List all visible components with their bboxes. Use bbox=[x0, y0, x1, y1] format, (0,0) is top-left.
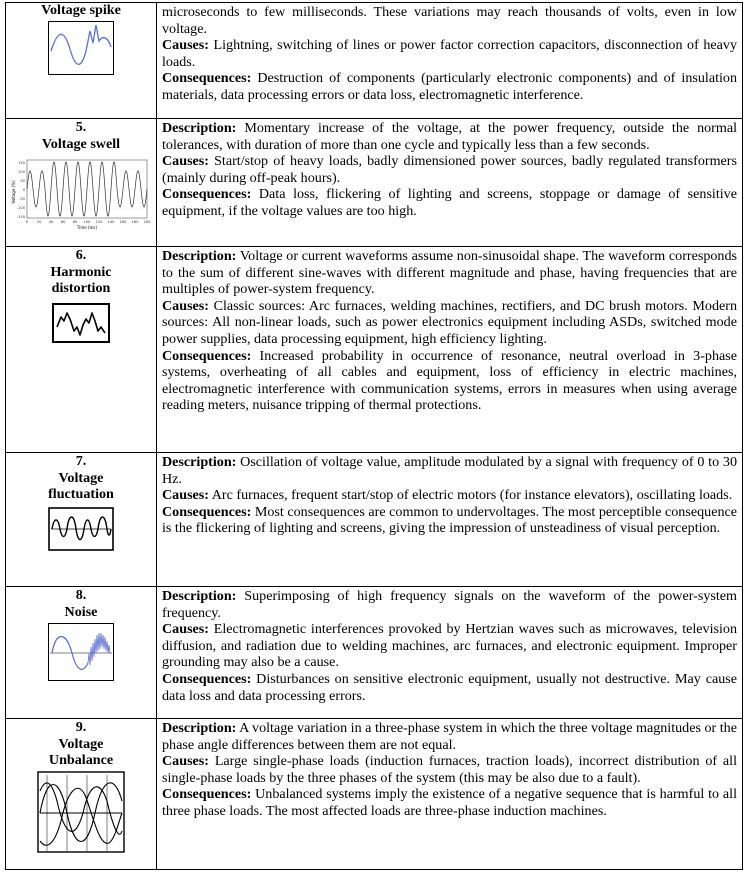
row-content-cell bbox=[157, 587, 743, 719]
table-row bbox=[6, 719, 743, 870]
causes-text: Arc furnaces, frequent start/stop of electric motors (for instance elevators), oscillating loads. bbox=[211, 487, 733, 504]
swell-xtick: 180 bbox=[131, 220, 139, 225]
causes-text: Lightning, switching of lines or power factor correction capacitors, disconnection of heavy loads. bbox=[162, 37, 737, 70]
causes-text: Large single-phase loads (induction furnaces, traction loads), incorrect distribution of all single-phase loads by the three phases of the system (this may be also due to a fault). bbox=[162, 753, 737, 786]
swell-ylabel: Voltage (%) bbox=[11, 180, 16, 204]
row-content-cell bbox=[157, 3, 743, 119]
consequences-text: Destruction of components (particularly electronic components) and of insulation materials, data processing errors or data loss, electromagnetic interference. bbox=[162, 70, 738, 103]
three-phase-unbalance-waveform-icon bbox=[37, 771, 125, 853]
row-header-cell bbox=[6, 587, 157, 719]
causes-text: Electromagnetic interferences provoked by Hertzian waves such as microwaves, television diffusion, and radiation due to welding machines, arc furnaces, and electronic equipment. Improper grounding may also be a cause. bbox=[162, 621, 737, 671]
swell-xtick: 60 bbox=[60, 220, 66, 225]
causes-text: Start/stop of heavy loads, badly dimensioned power sources, badly regulated transformers (mainly during off-peak hours). bbox=[162, 153, 737, 186]
causes-label: Causes: bbox=[162, 153, 209, 170]
row-title: Noise bbox=[64, 603, 98, 620]
description-label: Description: bbox=[162, 454, 237, 470]
row-title-line: fluctuation bbox=[48, 486, 114, 503]
table-row bbox=[6, 119, 743, 247]
description-label: Description: bbox=[162, 720, 237, 736]
causes-label: Causes: bbox=[162, 487, 209, 504]
row-header-cell bbox=[6, 719, 157, 870]
swell-xtick: 20 bbox=[36, 220, 42, 225]
causes-label: Causes: bbox=[162, 37, 209, 54]
consequences-label: Consequences: bbox=[162, 786, 252, 803]
swell-xtick: 200 bbox=[143, 220, 151, 225]
consequences-label: Consequences: bbox=[162, 70, 252, 87]
swell-xtick: 120 bbox=[95, 220, 103, 225]
row-content-cell bbox=[157, 247, 743, 453]
swell-xtick: 80 bbox=[72, 220, 78, 225]
swell-ytick: 0 bbox=[22, 188, 25, 193]
consequences-text: Unbalanced systems imply the existence of a negative sequence that is harmful to all three phase loads. The most affected loads are three-phase induction machines. bbox=[162, 786, 738, 819]
row-title-line: Harmonic bbox=[50, 263, 112, 280]
consequences-label: Consequences: bbox=[162, 347, 252, 364]
description-text: microseconds to few milliseconds. These variations may reach thousands of volts, even in low voltage. bbox=[162, 4, 737, 37]
description-text: Momentary increase of the voltage, at the power frequency, outside the normal tolerances, with duration of more than one cycle and typically less than a few seconds. bbox=[162, 120, 737, 153]
description-text: A voltage variation in a three-phase system in which the three voltage magnitudes or the phase angle differences between them are not equal. bbox=[162, 720, 737, 753]
swell-xtick: 100 bbox=[83, 220, 91, 225]
power-quality-table bbox=[5, 2, 743, 870]
consequences-text: Increased probability in occurrence of resonance, neutral overload in 3-phase systems, overheating of all cables and equipment, loss of efficiency in electric machines, electromagnetic interference with communication systems, errors in measures when using average reading meters, nuisance tripping of thermal protections. bbox=[162, 347, 737, 414]
description-text: Oscillation of voltage value, amplitude modulated by a signal with frequency of 0 to 30 Hz. bbox=[162, 454, 737, 487]
row-header-cell bbox=[6, 247, 157, 453]
consequences-text: Data loss, flickering of lighting and screens, stoppage or damage of sensitive equipment, if the voltage values are too high. bbox=[162, 186, 737, 219]
table-row bbox=[6, 3, 743, 119]
voltage-swell-plot-icon bbox=[11, 156, 151, 232]
row-content-cell bbox=[157, 719, 743, 870]
row-content-cell bbox=[157, 453, 743, 587]
description-label: Description: bbox=[162, 120, 237, 136]
swell-xlabel: Time (ms) bbox=[76, 225, 98, 231]
noise-waveform-icon bbox=[48, 623, 114, 681]
row-header-cell bbox=[6, 3, 157, 119]
causes-text: Classic sources: Arc furnaces, welding machines, rectifiers, and DC brush motors. Modern sources: All non-linear loads, such as power electronics equipment including ASDs, switched mode power supplies, data processing equipment, high efficiency lighting. bbox=[162, 297, 737, 347]
row-number: 5. bbox=[75, 119, 87, 135]
causes-label: Causes: bbox=[162, 297, 209, 314]
description-text: Superimposing of high frequency signals on the waveform of the power-system frequency. bbox=[162, 588, 737, 621]
swell-ytick: -150 bbox=[16, 215, 25, 220]
row-title: Voltage spike bbox=[41, 2, 121, 18]
swell-xtick: 40 bbox=[48, 220, 54, 225]
row-title-line: Unbalance bbox=[48, 752, 114, 769]
description-text: Voltage or current waveforms assume non-sinusoidal shape. The waveform corresponds to the sum of different sine-waves with different magnitude and phase, having frequencies that are multiples of power-system frequency. bbox=[162, 248, 737, 298]
row-title-line: distortion bbox=[51, 280, 111, 297]
swell-ytick: -100 bbox=[16, 206, 25, 211]
swell-xtick: 0 bbox=[25, 220, 29, 225]
consequences-text: Most consequences are common to undervoltages. The most perceptible consequence is the flickering of lighting and screens, giving the impression of unsteadiness of visual perception. bbox=[162, 503, 738, 537]
harmonic-distortion-waveform-icon bbox=[52, 303, 110, 343]
description-label: Description: bbox=[162, 248, 237, 264]
swell-xtick: 140 bbox=[107, 220, 115, 225]
swell-ytick: 150 bbox=[18, 161, 25, 166]
swell-ytick: -50 bbox=[19, 197, 25, 202]
swell-xtick: 160 bbox=[119, 220, 127, 225]
voltage-spike-waveform-icon bbox=[48, 21, 114, 75]
swell-ytick: 50 bbox=[20, 179, 25, 184]
consequences-text: Disturbances on sensitive electronic equipment, usually not destructive. May cause data loss and data processing errors. bbox=[162, 670, 737, 704]
consequences-label: Consequences: bbox=[162, 186, 252, 203]
row-content-cell bbox=[157, 119, 743, 247]
row-header-cell bbox=[6, 453, 157, 587]
row-title-line: Voltage bbox=[58, 735, 104, 752]
consequences-label: Consequences: bbox=[162, 670, 252, 687]
row-title: Voltage swell bbox=[41, 135, 121, 152]
row-number: 8. bbox=[75, 587, 87, 603]
causes-label: Causes: bbox=[162, 621, 209, 638]
table-row bbox=[6, 453, 743, 587]
row-header-cell bbox=[6, 119, 157, 247]
row-number: 7. bbox=[75, 453, 87, 469]
voltage-fluctuation-waveform-icon bbox=[48, 507, 114, 551]
consequences-label: Consequences: bbox=[162, 503, 252, 520]
causes-label: Causes: bbox=[162, 753, 209, 770]
table-row bbox=[6, 587, 743, 719]
swell-ytick: 100 bbox=[18, 170, 25, 175]
row-title-line: Voltage bbox=[58, 469, 104, 486]
row-number: 6. bbox=[75, 247, 87, 263]
table-row bbox=[6, 247, 743, 453]
row-number: 9. bbox=[75, 719, 87, 735]
description-label: Description: bbox=[162, 588, 237, 604]
